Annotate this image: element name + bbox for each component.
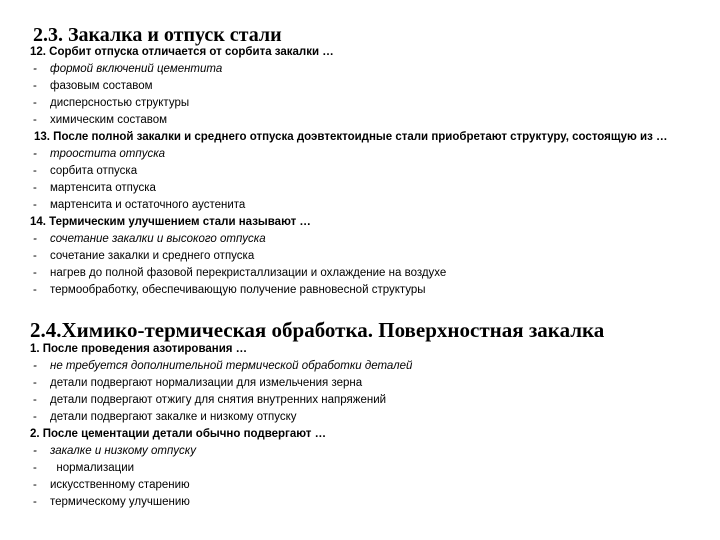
answer-2-1: - закалке и низкому отпуску xyxy=(33,445,196,457)
answer-12-3: - дисперсностью структуры xyxy=(33,97,190,109)
answer-14-1: - сочетание закалки и высокого отпуска xyxy=(33,233,266,245)
answer-13-1: - троостита отпуска xyxy=(33,148,166,160)
answer-2-2: - нормализации xyxy=(33,462,135,474)
answer-2-4: - термическому улучшению xyxy=(33,496,190,508)
answer-1-1: - не требуется дополнительной термической обработки деталей xyxy=(33,360,413,372)
section-title-chemical-heat-treatment: 2.4.Химико-термическая обработка. Поверхностная закалка xyxy=(30,318,605,342)
answer-14-3: - нагрев до полной фазовой перекристаллизации и охлаждение на воздухе xyxy=(33,267,447,279)
question-13: 13. После полной закалки и среднего отпуска доэвтектоидные стали приобретают структуру, состоящую из … xyxy=(34,131,668,143)
answer-1-3: - детали подвергают отжигу для снятия внутренних напряжений xyxy=(33,394,387,406)
answer-2-3: - искусственному старению xyxy=(33,479,190,491)
section-hardening-questions xyxy=(30,44,710,299)
answer-1-4: - детали подвергают закалке и низкому отпуску xyxy=(33,411,297,423)
section-title-hardening: 2.3. Закалка и отпуск стали xyxy=(33,24,282,46)
question-1: 1. После проведения азотирования … xyxy=(30,343,248,355)
answer-13-3: - мартенсита отпуска xyxy=(33,182,156,194)
answer-14-4: - термообработку, обеспечивающую получение равновесной структуры xyxy=(33,284,426,296)
answer-12-2: - фазовым составом xyxy=(33,80,153,92)
question-2: 2. После цементации детали обычно подвергают … xyxy=(30,428,327,440)
question-12: 12. Сорбит отпуска отличается от сорбита закалки … xyxy=(30,46,334,58)
answer-1-2: - детали подвергают нормализации для измельчения зерна xyxy=(33,377,363,389)
section-chemical-questions xyxy=(30,341,710,511)
answer-12-4: - химическим составом xyxy=(33,114,168,126)
answer-14-2: - сочетание закалки и среднего отпуска xyxy=(33,250,255,262)
answer-13-2: - сорбита отпуска xyxy=(33,165,138,177)
question-14: 14. Термическим улучшением стали называют … xyxy=(30,216,311,228)
answer-13-4: - мартенсита и остаточного аустенита xyxy=(33,199,246,211)
answer-12-1: - формой включений цементита xyxy=(33,63,223,75)
